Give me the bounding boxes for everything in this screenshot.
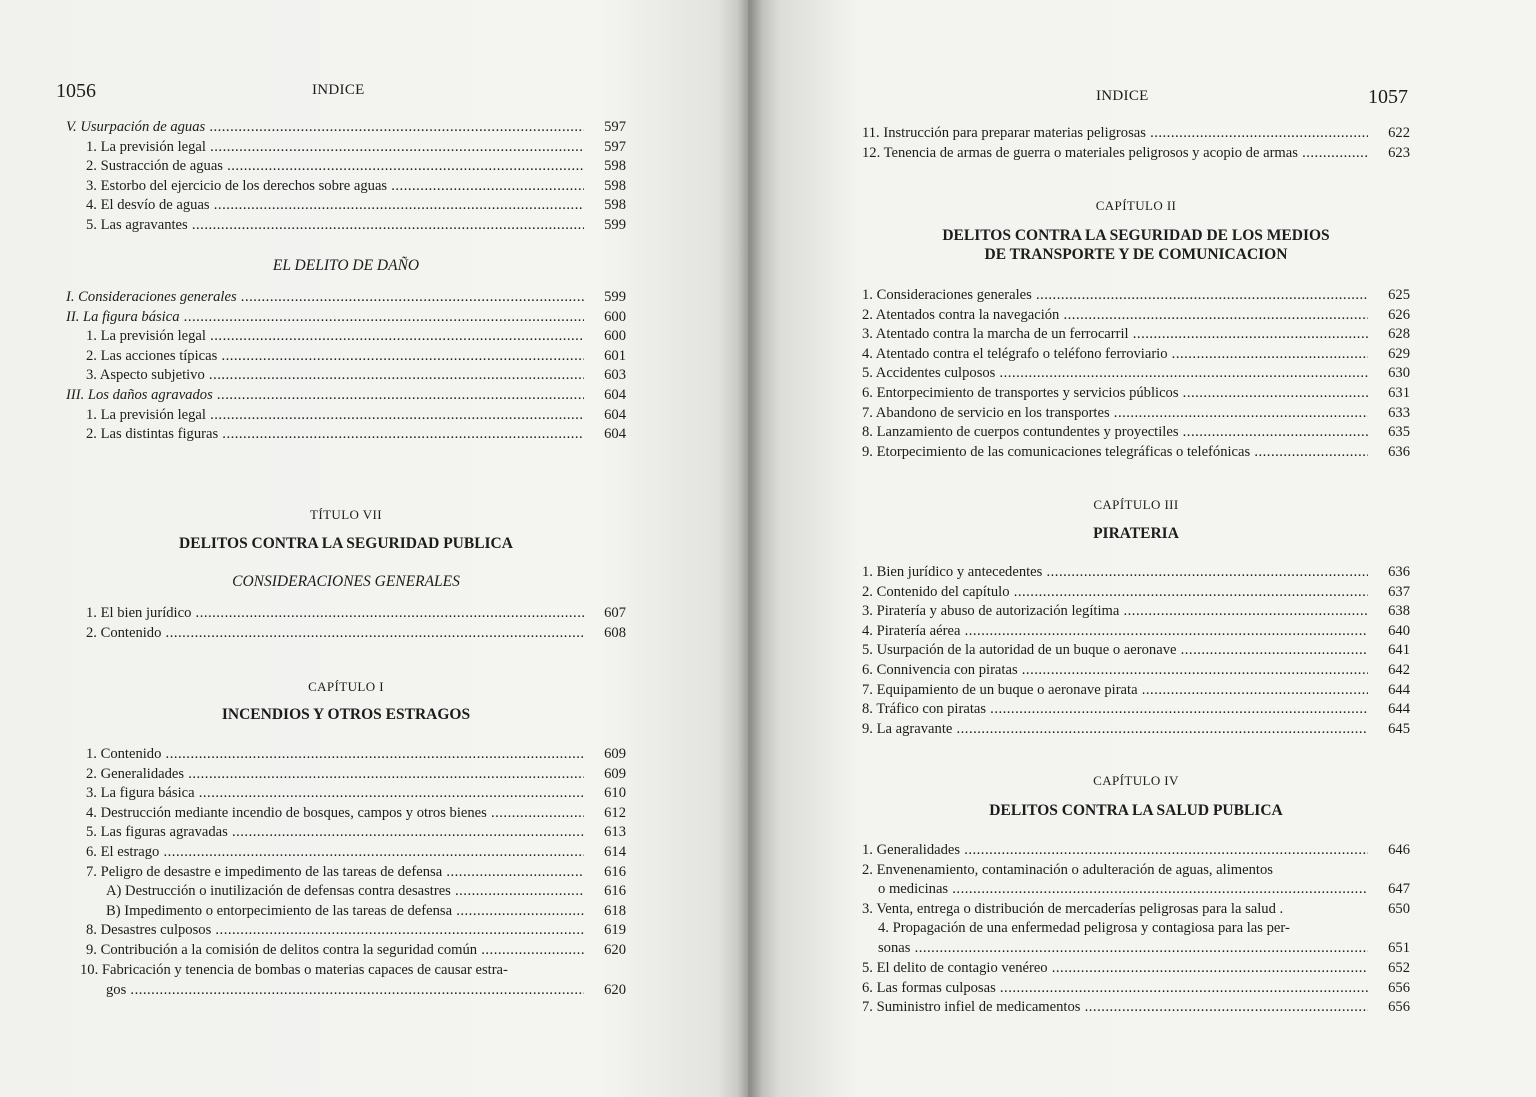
toc-page-number: 608	[604, 624, 626, 641]
toc-entry-text: V. Usurpación de aguas	[66, 119, 206, 135]
toc-entry-text: 7. Peligro de desastre e impedimento de las tareas de defensa	[86, 863, 443, 880]
toc-entry-text: 8. Desastres culposos	[86, 922, 212, 939]
toc-entry-text: 9. La agravante	[862, 720, 953, 737]
toc-entry-text: 7. Equipamiento de un buque o aeronave pirata	[862, 681, 1138, 698]
book-gutter	[738, 0, 762, 1097]
toc-entry	[862, 345, 1410, 365]
toc-entry-text: 2. Generalidades	[86, 765, 185, 782]
toc-entry-text: 2. Atentados contra la navegación	[862, 306, 1060, 323]
toc-entry	[862, 841, 1410, 861]
toc-page-number: 642	[1388, 661, 1410, 678]
toc-page-number: 604	[604, 406, 626, 423]
toc-page-number: 631	[1388, 384, 1410, 401]
toc-page-number: 656	[1388, 999, 1410, 1016]
toc-page-number: 651	[1388, 939, 1410, 956]
capitulo-2-title-line2: DE TRANSPORTE Y DE COMUNICACION	[984, 246, 1288, 263]
toc-page-number: 607	[604, 605, 626, 621]
toc-entry-text: 6. El estrago	[86, 843, 160, 860]
toc-page-number: 633	[1388, 404, 1410, 421]
toc-entry-text: 4. Atentado contra el telégrafo o teléfono ferroviario	[862, 345, 1168, 362]
toc-entry-text: 2. Contenido	[86, 624, 162, 641]
toc-page-number: 620	[604, 981, 626, 998]
toc-entry	[66, 624, 626, 644]
toc-page-number: 600	[604, 328, 626, 345]
toc-entry-text: I. Consideraciones generales	[66, 289, 237, 305]
toc-page-number: 604	[604, 426, 626, 443]
toc-page-number: 636	[1388, 443, 1410, 460]
toc-page-number: 599	[604, 216, 626, 233]
toc-entry-text: 2. Sustracción de aguas	[86, 158, 223, 175]
toc-entry	[862, 681, 1410, 701]
toc-page-number: 597	[604, 138, 626, 155]
toc-entry	[66, 941, 626, 961]
toc-page-number: 626	[1388, 306, 1410, 323]
toc-page-number: 646	[1388, 842, 1410, 858]
toc-page-number: 609	[604, 746, 626, 762]
toc-page-number: 620	[604, 941, 626, 958]
toc-entry-text: III. Los daños agravados	[66, 386, 213, 403]
toc-entry	[66, 765, 626, 785]
toc-entry-text: 9. Etorpecimiento de las comunicaciones telegráficas o telefónicas	[862, 443, 1251, 460]
toc-entry	[862, 325, 1410, 345]
toc-entry-text: 6. Connivencia con piratas	[862, 661, 1018, 678]
toc-entry	[862, 583, 1410, 603]
toc-entry-text: 4. El desvío de aguas	[86, 197, 210, 214]
toc-entry-text: 2. Las distintas figuras	[86, 426, 219, 443]
toc-entry	[862, 443, 1410, 463]
toc-entry-text: 3. Venta, entrega o distribución de mercaderías peligrosas para la salud .	[862, 900, 1284, 917]
toc-page-number: 614	[604, 843, 626, 860]
toc-entry-text: 1. La previsión legal	[86, 406, 206, 423]
toc-page-number: 656	[1388, 979, 1410, 996]
page-number-right: 1057	[1368, 86, 1408, 108]
toc-block-usurpacion	[66, 118, 626, 236]
toc-entry	[862, 900, 1410, 920]
toc-entry-text: 12. Tenencia de armas de guerra o materiales peligrosos y acopio de armas	[862, 144, 1298, 161]
toc-page-number: 629	[1388, 345, 1410, 362]
toc-page-number: 645	[1388, 720, 1410, 737]
toc-page-number: 638	[1388, 603, 1410, 620]
toc-block-transporte	[862, 286, 1410, 462]
toc-entry-text: 11. Instrucción para preparar materias peligrosas	[862, 125, 1146, 141]
toc-block-pirateria	[862, 563, 1410, 739]
toc-entry	[66, 921, 626, 941]
toc-block-salud-cont	[862, 959, 1410, 1018]
toc-entry-text: 4. Propagación de una enfermedad peligrosa y contagiosa para las per-	[878, 920, 1290, 937]
toc-entry-text: 1. El bien jurídico	[86, 605, 192, 621]
toc-entry-text: 6. Entorpecimiento de transportes y servicios públicos	[862, 384, 1179, 401]
toc-page-number: 623	[1388, 144, 1410, 161]
toc-page-number: 630	[1388, 365, 1410, 382]
toc-entry-text: 5. Las figuras agravadas	[86, 824, 228, 841]
toc-entry-text: 3. Atentado contra la marcha de un ferrocarril	[862, 326, 1129, 343]
toc-page-number: 604	[604, 386, 626, 403]
toc-entry	[862, 661, 1410, 681]
toc-page-number: 609	[604, 765, 626, 782]
toc-page-number: 640	[1388, 622, 1410, 639]
toc-page-number: 644	[1388, 701, 1410, 718]
toc-page-number: 610	[604, 785, 626, 802]
section-title-dano: EL DELITO DE DAÑO	[272, 257, 420, 274]
toc-entry-text: 4. Piratería aérea	[862, 622, 961, 639]
toc-item-10	[66, 961, 626, 1000]
toc-entry-text: 1. Generalidades	[862, 842, 961, 858]
toc-entry	[862, 880, 1410, 900]
toc-page-number: 622	[1388, 125, 1410, 141]
toc-entry	[66, 843, 626, 863]
toc-entry	[862, 364, 1410, 384]
toc-entry-text: 10. Fabricación y tenencia de bombas o materias capaces de causar estra-	[80, 962, 508, 978]
toc-entry	[862, 959, 1410, 979]
toc-page-number: 652	[1388, 960, 1410, 976]
toc-entry-text: 8. Lanzamiento de cuerpos contundentes y proyectiles	[862, 424, 1179, 441]
toc-entry	[862, 602, 1410, 622]
capitulo-2-label: CAPÍTULO II	[1095, 198, 1177, 213]
toc-entry-text: 5. Accidentes culposos	[862, 365, 996, 382]
toc-entry-text: 5. El delito de contagio venéreo	[862, 960, 1048, 976]
toc-entry-text: 3. La figura básica	[86, 785, 195, 802]
capitulo-3-title: PIRATERIA	[1093, 525, 1179, 542]
running-head-left: INDICE	[312, 82, 365, 98]
capitulo-2-title-line1: DELITOS CONTRA LA SEGURIDAD DE LOS MEDIOS	[942, 227, 1330, 244]
toc-entry	[66, 288, 626, 308]
toc-entry-text: 1. Consideraciones generales	[862, 287, 1032, 303]
toc-entry	[862, 939, 1410, 959]
toc-entry	[66, 138, 626, 158]
toc-entry-text: A) Destrucción o inutilización de defensas contra desastres	[106, 883, 451, 900]
toc-entry	[66, 961, 626, 981]
toc-entry	[66, 366, 626, 386]
toc-entry-text: 7. Suministro infiel de medicamentos	[862, 999, 1081, 1016]
toc-entry-text: 1. La previsión legal	[86, 138, 206, 155]
toc-page-number: 612	[604, 804, 626, 821]
toc-entry	[66, 425, 626, 445]
toc-entry-text: 1. La previsión legal	[86, 328, 206, 345]
toc-entry-text: 4. Destrucción mediante incendio de bosques, campos y otros bienes	[86, 804, 487, 821]
toc-block-consideraciones	[66, 604, 626, 643]
toc-entry	[66, 406, 626, 426]
toc-page-number: 628	[1388, 326, 1410, 343]
toc-entry-text: 2. Contenido del capítulo	[862, 583, 1010, 600]
toc-page-number: 619	[604, 922, 626, 939]
toc-entry	[862, 720, 1410, 740]
toc-entry	[862, 144, 1410, 164]
toc-page-number: 636	[1388, 564, 1410, 580]
toc-entry-text: 6. Las formas culposas	[862, 979, 996, 996]
left-page	[0, 0, 748, 1097]
toc-block-salud	[862, 841, 1410, 959]
toc-entry	[66, 177, 626, 197]
toc-entry	[66, 327, 626, 347]
toc-page-number: 625	[1388, 287, 1410, 303]
toc-entry	[862, 404, 1410, 424]
toc-block-capitulo-1-cont	[862, 124, 1410, 163]
toc-page-number: 644	[1388, 681, 1410, 698]
toc-block-dano	[66, 288, 626, 445]
toc-entry	[862, 919, 1410, 939]
toc-page-number: 601	[604, 347, 626, 364]
right-page	[748, 0, 1536, 1097]
toc-entry	[862, 979, 1410, 999]
toc-entry	[66, 347, 626, 367]
capitulo-3-label: CAPÍTULO III	[1093, 497, 1179, 512]
toc-entry	[66, 823, 626, 843]
toc-entry	[66, 863, 626, 883]
toc-entry-text: gos	[106, 981, 127, 998]
toc-entry	[66, 196, 626, 216]
toc-entry	[862, 622, 1410, 642]
toc-entry-text: 9. Contribución a la comisión de delitos contra la seguridad común	[86, 941, 478, 958]
toc-entry	[862, 306, 1410, 326]
toc-entry	[862, 286, 1410, 306]
toc-entry	[862, 998, 1410, 1018]
toc-entry-text: 1. Contenido	[86, 746, 162, 762]
toc-page-number: 598	[604, 158, 626, 175]
toc-entry	[66, 604, 626, 624]
toc-entry-text: 3. Aspecto subjetivo	[86, 367, 205, 384]
toc-page-number: 598	[604, 197, 626, 214]
toc-entry	[66, 157, 626, 177]
toc-page-number: 613	[604, 824, 626, 841]
consideraciones-title: CONSIDERACIONES GENERALES	[232, 573, 460, 590]
toc-entry-text: 3. Estorbo del ejercicio de los derechos sobre aguas	[86, 177, 388, 194]
toc-entry	[66, 216, 626, 236]
toc-page-number: 635	[1388, 424, 1410, 441]
toc-entry-text: o medicinas	[878, 881, 949, 898]
toc-entry	[862, 384, 1410, 404]
capitulo-1-label: CAPÍTULO I	[308, 679, 384, 694]
toc-entry	[862, 423, 1410, 443]
toc-entry-text: 2. Envenenamiento, contaminación o adulteración de aguas, alimentos	[862, 861, 1273, 878]
toc-block-incendios	[66, 745, 626, 961]
toc-entry-text: 5. Las agravantes	[86, 216, 188, 233]
toc-entry	[862, 563, 1410, 583]
toc-entry	[66, 981, 626, 1001]
toc-page-number: 599	[604, 289, 626, 305]
toc-entry	[66, 308, 626, 328]
capitulo-1-title: INCENDIOS Y OTROS ESTRAGOS	[221, 706, 471, 723]
titulo-title: DELITOS CONTRA LA SEGURIDAD PUBLICA	[179, 535, 513, 552]
toc-entry	[66, 386, 626, 406]
toc-entry	[862, 861, 1410, 881]
toc-entry	[66, 804, 626, 824]
toc-entry-text: 1. Bien jurídico y antecedentes	[862, 564, 1043, 580]
toc-entry	[66, 902, 626, 922]
toc-page-number: 616	[604, 883, 626, 900]
toc-entry	[66, 784, 626, 804]
toc-page-number: 603	[604, 367, 626, 384]
toc-entry	[862, 700, 1410, 720]
toc-page-number: 597	[604, 119, 626, 135]
titulo-label: TÍTULO VII	[310, 507, 382, 522]
page-number-left: 1056	[56, 80, 96, 102]
toc-entry	[66, 118, 626, 138]
toc-entry	[862, 124, 1410, 144]
running-head-right: INDICE	[1096, 88, 1149, 104]
toc-page-number: 647	[1388, 881, 1410, 898]
toc-entry-text: 3. Piratería y abuso de autorización legítima	[862, 603, 1120, 620]
toc-page-number: 616	[604, 863, 626, 880]
toc-page-number: 598	[604, 177, 626, 194]
toc-page-number: 637	[1388, 583, 1410, 600]
toc-entry-text: II. La figura básica	[66, 308, 180, 325]
toc-entry-text: 2. Las acciones típicas	[86, 347, 218, 364]
toc-entry-text: 7. Abandono de servicio en los transportes	[862, 404, 1110, 421]
capitulo-4-title: DELITOS CONTRA LA SALUD PUBLICA	[989, 802, 1283, 819]
toc-entry-text: sonas	[878, 939, 911, 956]
toc-page-number: 618	[604, 902, 626, 919]
toc-entry	[66, 882, 626, 902]
capitulo-4-label: CAPÍTULO IV	[1093, 773, 1179, 788]
toc-entry	[862, 641, 1410, 661]
toc-entry-text: 8. Tráfico con piratas	[862, 701, 987, 718]
toc-page-number: 641	[1388, 642, 1410, 659]
toc-entry-text: 5. Usurpación de la autoridad de un buque o aeronave	[862, 642, 1177, 659]
toc-entry	[66, 745, 626, 765]
toc-entry-text: B) Impedimento o entorpecimiento de las tareas de defensa	[106, 902, 453, 919]
toc-page-number: 600	[604, 308, 626, 325]
toc-page-number: 650	[1388, 900, 1410, 917]
